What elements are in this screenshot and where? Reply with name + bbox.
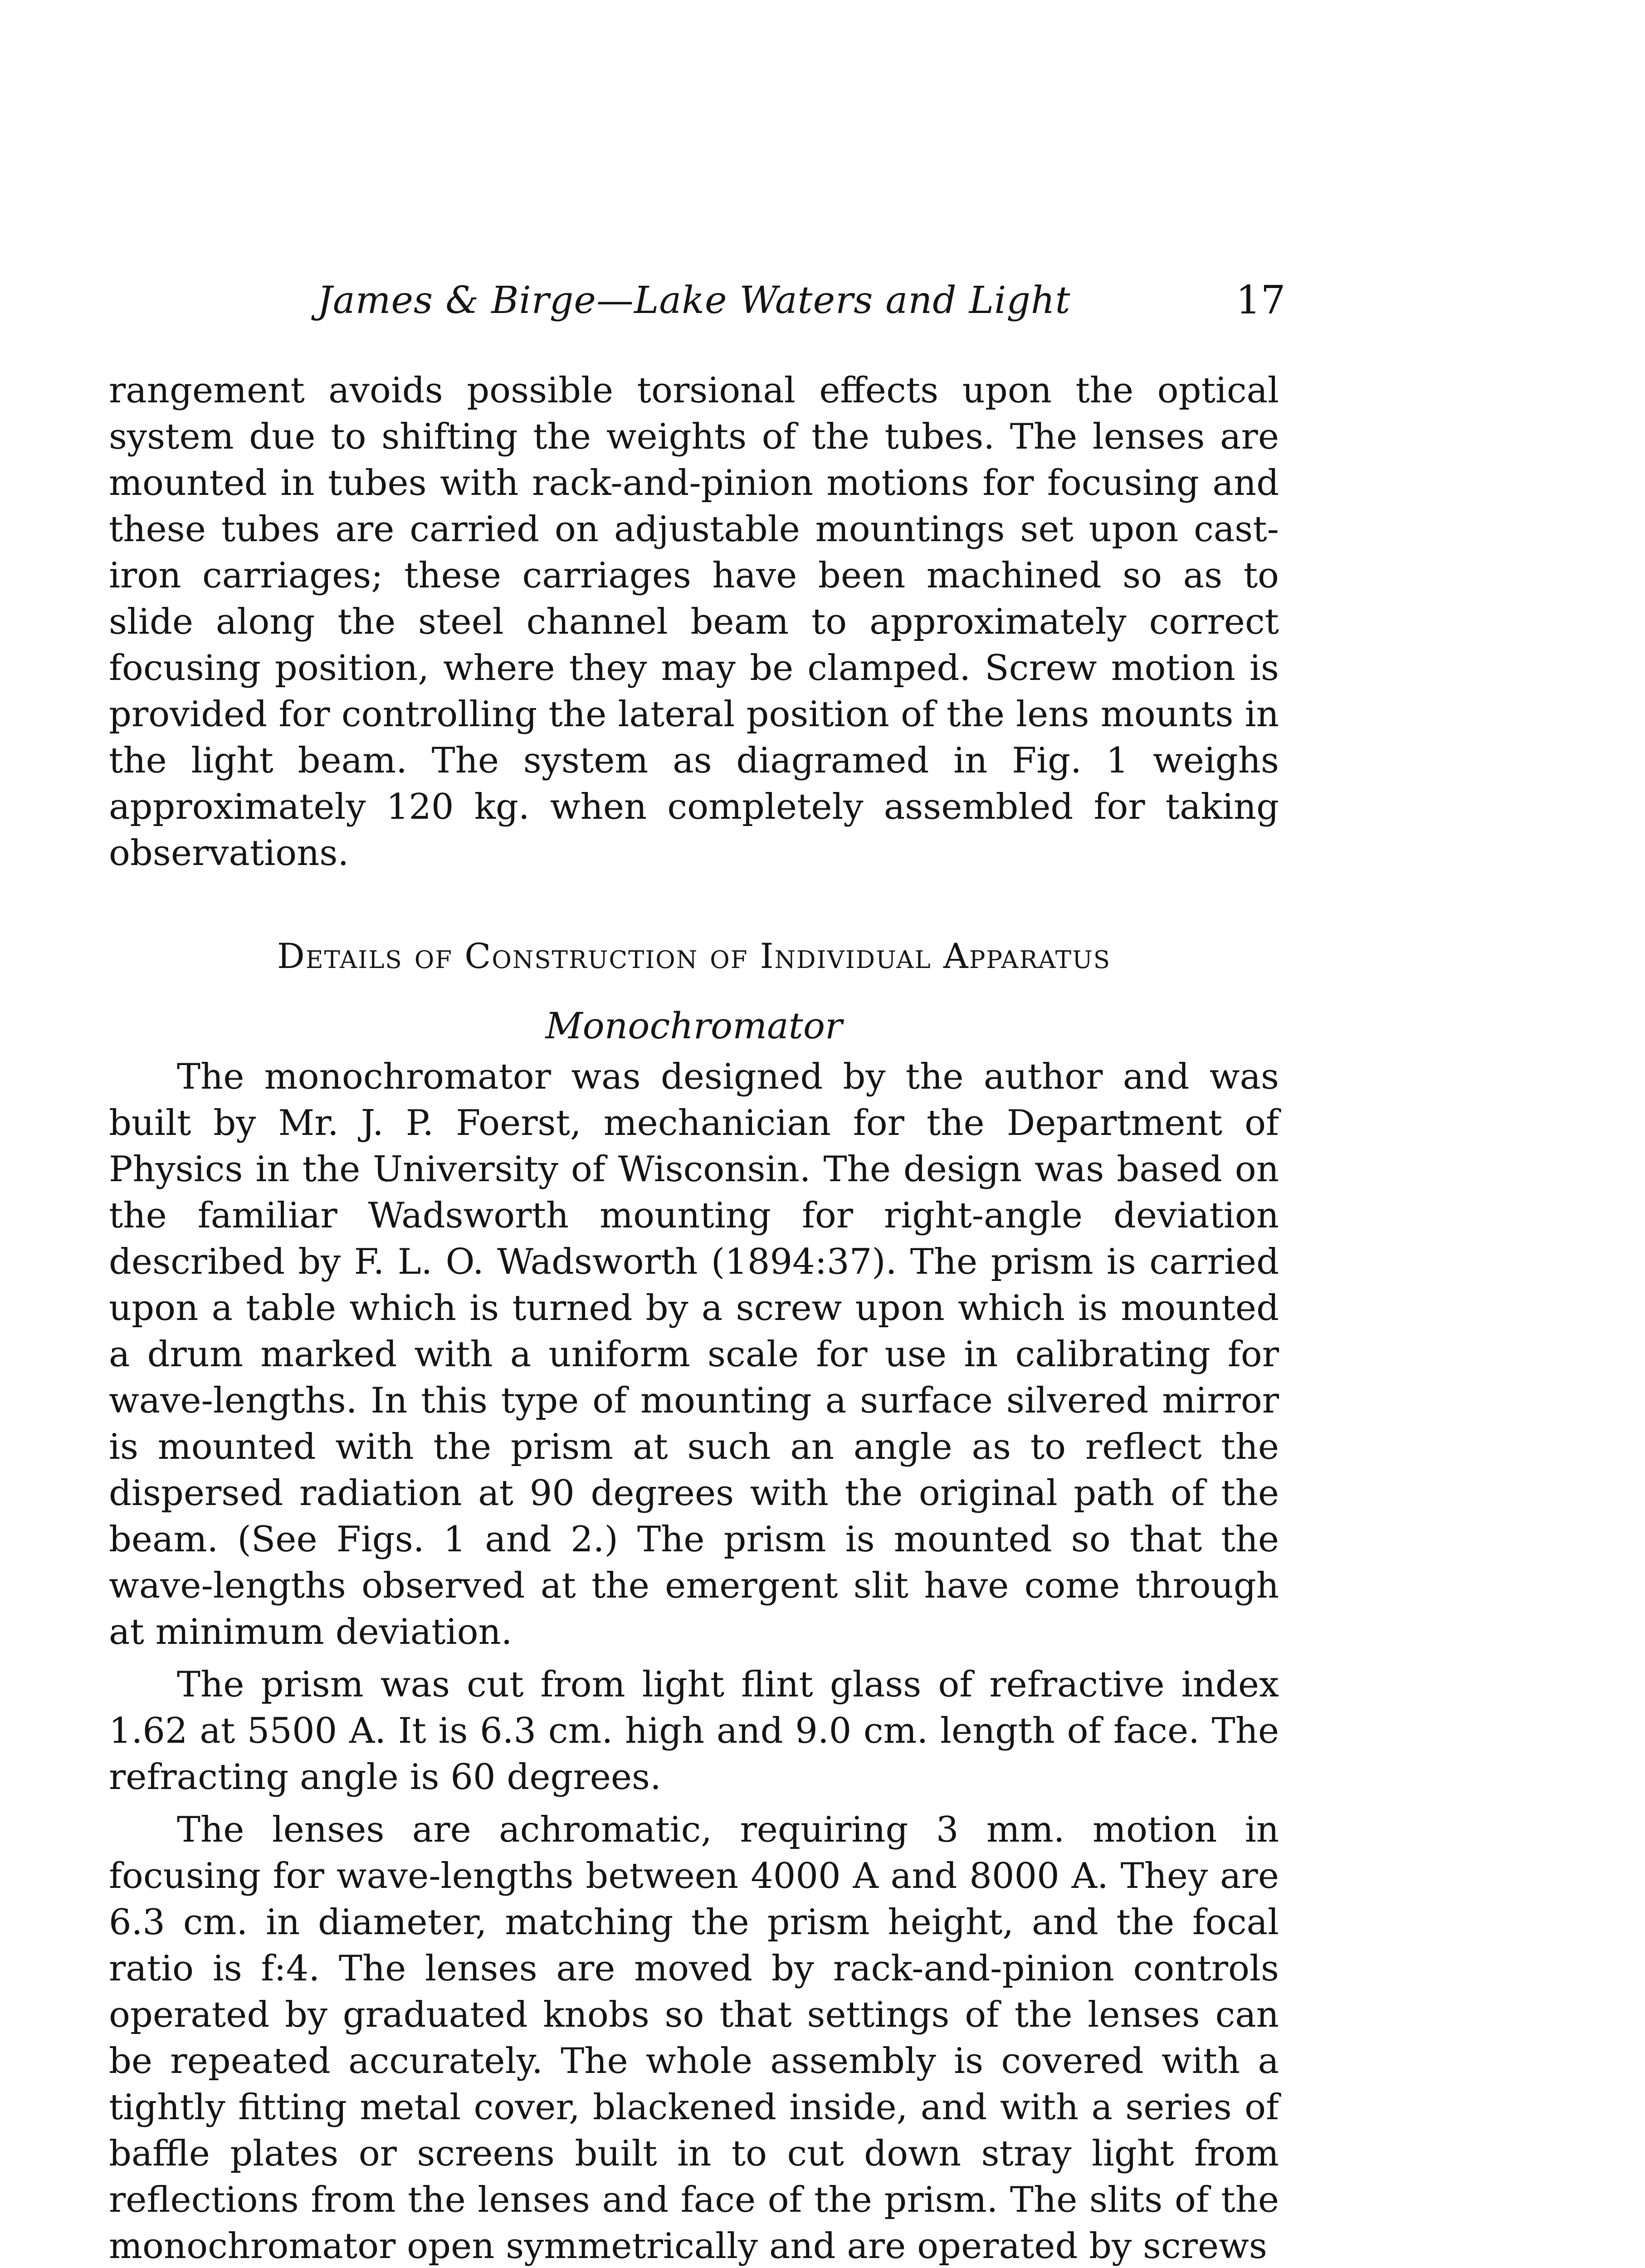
- section-heading: Details of Construction of Individual Apparatus: [277, 936, 1111, 976]
- paragraph-lenses: The lenses are achromatic, requiring 3 mm. motion in focusing for wave-lengths between 4000 A and 8000 A. They are 6.3 cm. in diameter, matching the prism height, and the focal ratio is f:4. The lenses are moved by rack-and-pinion controls operated by graduated knobs so that settings of the lenses can be repeated accurately. The whole assembly is covered with a tightly fitting metal cover, blackened inside, and with a series of baffle plates or screens built in to cut down stray light from reflections from the lenses and face of the prism. The slits of the monochromator open symmetrically and are operated by screws: [109, 1809, 1279, 2267]
- main-text-block: [109, 367, 1279, 2268]
- page-number: 17: [1236, 278, 1286, 323]
- paragraph-prism: The prism was cut from light flint glass of refractive index 1.62 at 5500 A. It is 6.3 cm. high and 9.0 cm. length of face. The refracting angle is 60 degrees.: [109, 1664, 1279, 1798]
- paragraph-continued: rangement avoids possible torsional effects upon the optical system due to shifting the weights of the tubes. The lenses are mounted in tubes with rack-and-pinion motions for focusing and these tubes are carried on adjustable mountings set upon cast-iron carriages; these carriages have been machined so as to slide along the steel channel beam to approximately correct focusing position, where they may be clamped. Screw motion is provided for controlling the lateral position of the lens mounts in the light beam. The system as diagramed in Fig. 1 weighs approximately 120 kg. when completely assembled for taking observations.: [109, 370, 1279, 874]
- subsection-heading: Monochromator: [545, 1005, 843, 1047]
- running-head-title: James & Birge—Lake Waters and Light: [317, 279, 1071, 322]
- paragraph-monochromator-design: The monochromator was designed by the author and was built by Mr. J. P. Foerst, mechanician for the Department of Physics in the University of Wisconsin. The design was based on the familiar Wadsworth mounting for right-angle deviation described by F. L. O. Wadsworth (1894:37). The prism is carried upon a table which is turned by a screw upon which is mounted a drum marked with a uniform scale for use in calibrating for wave-lengths. In this type of mounting a surface silvered mirror is mounted with the prism at such an angle as to reflect the dispersed radiation at 90 degrees with the original path of the beam. (See Figs. 1 and 2.) The prism is mounted so that the wave-lengths observed at the emergent slit have come through at minimum deviation.: [109, 1056, 1279, 1652]
